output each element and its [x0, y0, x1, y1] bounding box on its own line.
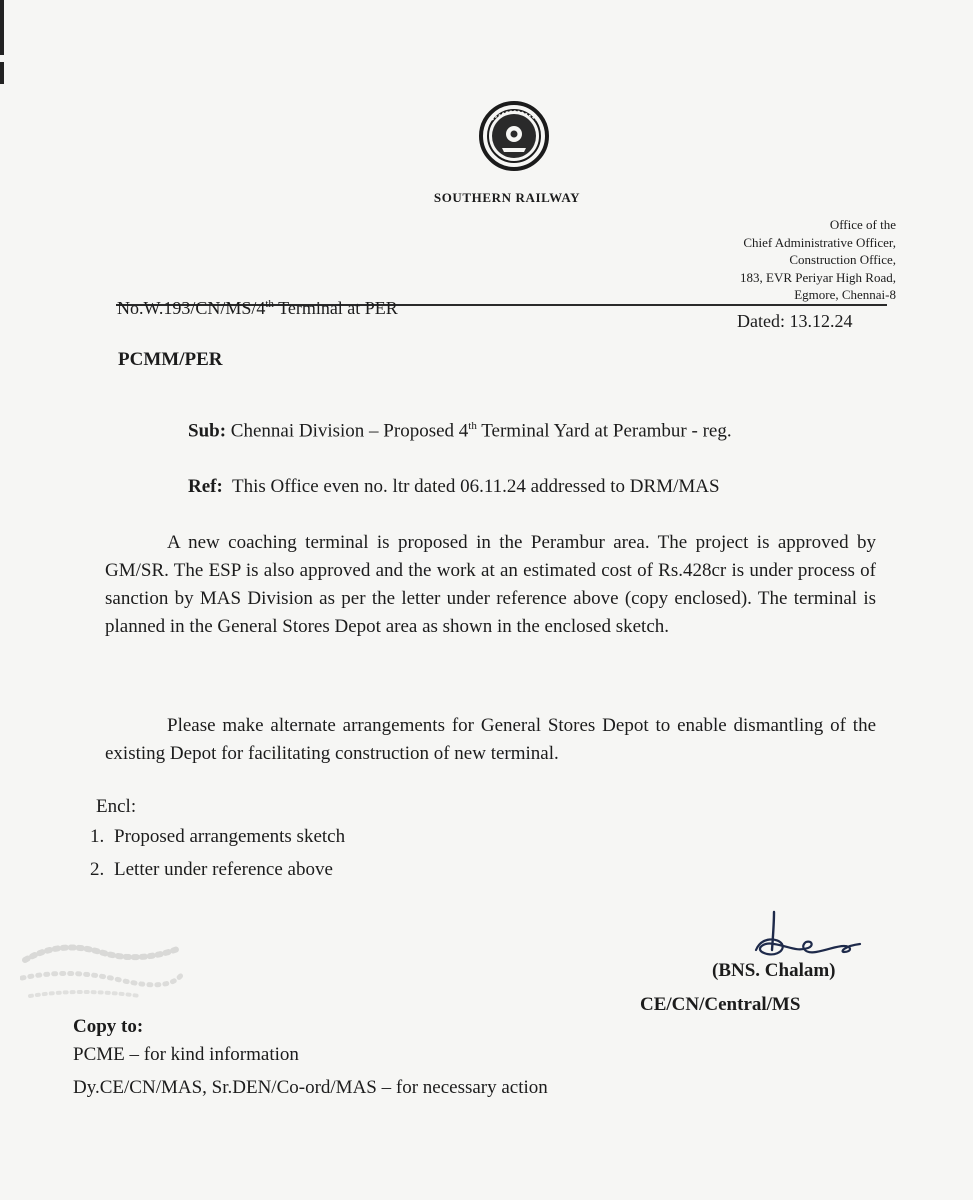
signatory-designation: CE/CN/Central/MS: [640, 994, 801, 1015]
office-address: [740, 216, 896, 304]
copy-to-heading: Copy to:: [73, 1016, 144, 1037]
office-address-line: Chief Administrative Officer,: [743, 234, 896, 250]
scan-edge-mark: [0, 0, 4, 55]
addressee: PCMM/PER: [118, 349, 223, 370]
enclosure-number: 2.: [90, 859, 105, 880]
reference-text: This Office even no. ltr dated 06.11.24 addressed to DRM/MAS: [222, 476, 720, 497]
body-paragraph-1: A new coaching terminal is proposed in the Perambur area. The project is approved by GM/SR. The ESP is also approved and the work at an estimated cost of Rs.428cr is under process of sanction by MAS Division as per the letter under reference above (copy enclosed). The terminal is planned in the General Stores Depot area as shown in the enclosed sketch.: [105, 532, 876, 637]
letter-number: [117, 298, 398, 319]
letter-number-superscript: th: [265, 298, 274, 310]
office-address-line: Office of the: [829, 217, 896, 232]
copy-to-item: PCME – for kind information: [73, 1044, 299, 1065]
enclosure-text: Letter under reference above: [114, 859, 333, 880]
body-paragraph-2: Please make alternate arrangements for General Stores Depot to enable dismantling of the existing Depot for facilitating construction of new terminal.: [105, 715, 876, 764]
reference-label: Ref:: [188, 476, 223, 497]
railway-emblem-logo: [478, 100, 550, 172]
redacted-smudge: [20, 930, 185, 1010]
copy-to-item: Dy.CE/CN/MAS, Sr.DEN/Co-ord/MAS – for necessary action: [73, 1077, 548, 1098]
letter-number-main: No.W.193/CN/MS/4: [117, 298, 266, 318]
enclosures-heading: Encl:: [96, 796, 137, 817]
subject-superscript: th: [468, 420, 477, 432]
enclosure-number: 1.: [90, 826, 105, 847]
office-address-line: Construction Office,: [789, 252, 896, 267]
organization-name: SOUTHERN RAILWAY: [433, 190, 581, 205]
reference-line: [188, 476, 720, 498]
signatory-name: (BNS. Chalam): [712, 960, 836, 981]
subject-label: Sub:: [188, 420, 227, 442]
scan-edge-mark: [0, 62, 4, 84]
enclosure-item: [90, 859, 333, 881]
subject-line: [188, 420, 732, 442]
enclosure-text: Proposed arrangements sketch: [114, 826, 346, 847]
office-address-line: Egmore, Chennai-8: [794, 287, 896, 302]
enclosure-item: [90, 826, 345, 848]
subject-text-tail: Terminal Yard at Perambur - reg.: [476, 420, 732, 442]
letter-number-tail: Terminal at PER: [273, 298, 398, 318]
office-address-line: 183, EVR Periyar High Road,: [740, 269, 896, 285]
letter-date: Dated: 13.12.24: [737, 311, 853, 331]
subject-text: Chennai Division – Proposed 4: [226, 420, 469, 442]
